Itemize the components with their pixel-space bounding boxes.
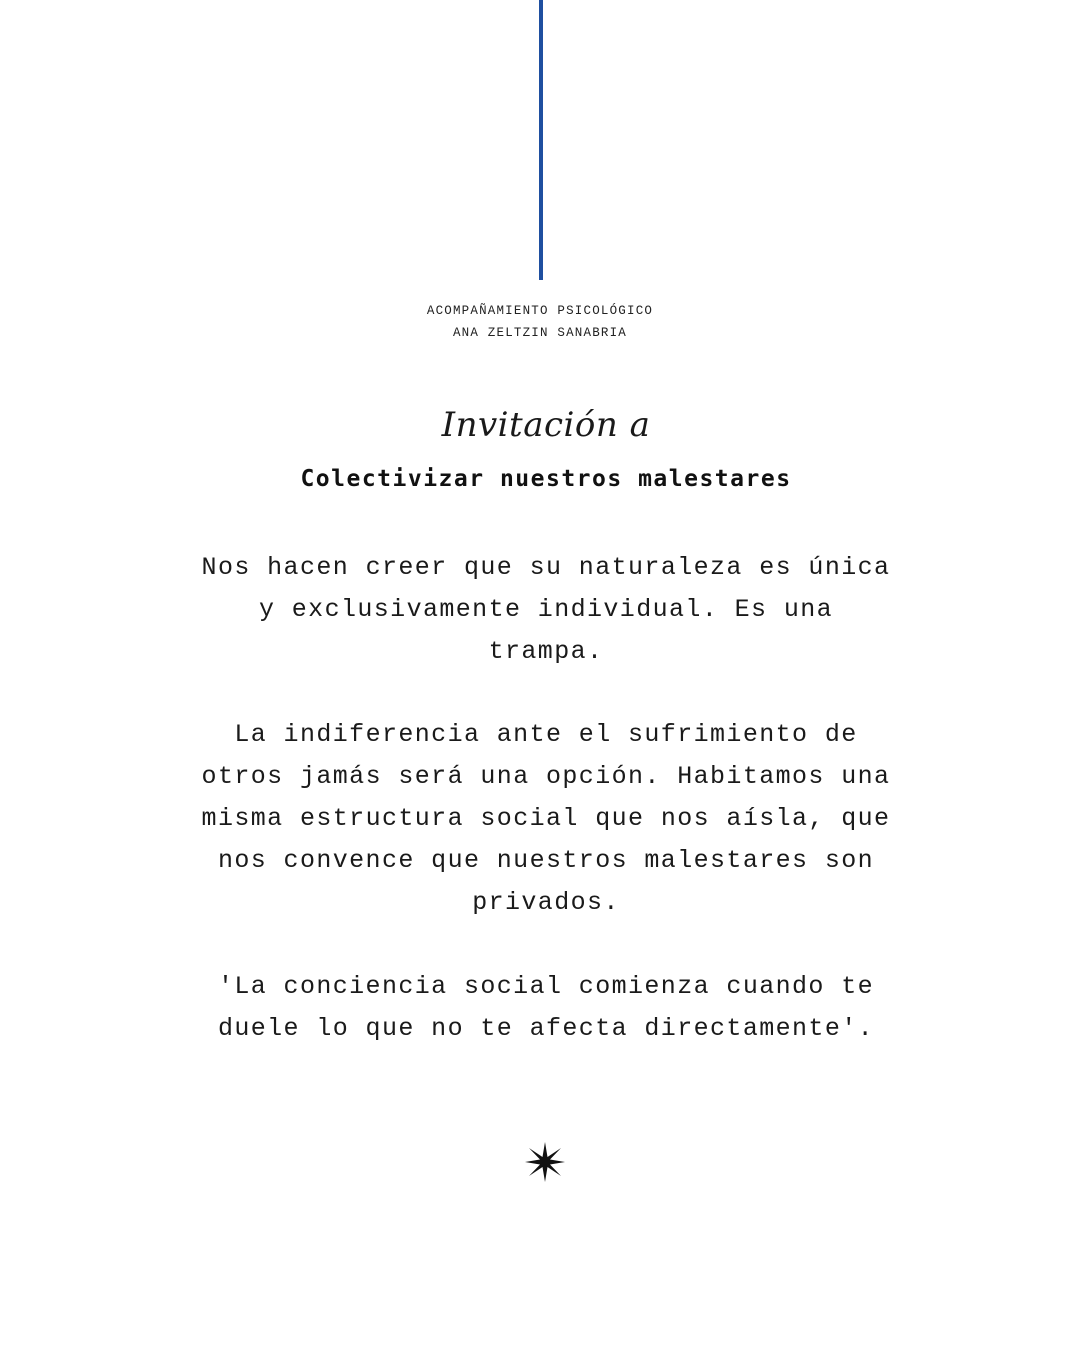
script-title: Invitación a — [441, 405, 651, 445]
brand-line-1: ACOMPAÑAMIENTO PSICOLÓGICO — [426, 304, 654, 318]
star-icon — [525, 1142, 565, 1182]
brand-line-2: ANA ZELTZIN SANABRIA — [452, 326, 628, 340]
vertical-accent-line — [539, 0, 543, 280]
paragraph-2: La indiferencia ante el sufrimiento de otros jamás será una opción. Habitamos una misma estructura social que nos aísla, que nos convence que nuestros malestares son privados. — [201, 720, 891, 917]
quote: 'La conciencia social comienza cuando te duele lo que no te afecta directamente'. — [217, 972, 875, 1043]
paragraph-1: Nos hacen creer que su naturaleza es única y exclusivamente individual. Es una trampa. — [201, 553, 891, 666]
headline: Colectivizar nuestros malestares — [300, 466, 792, 492]
brand-block — [0, 300, 1080, 344]
